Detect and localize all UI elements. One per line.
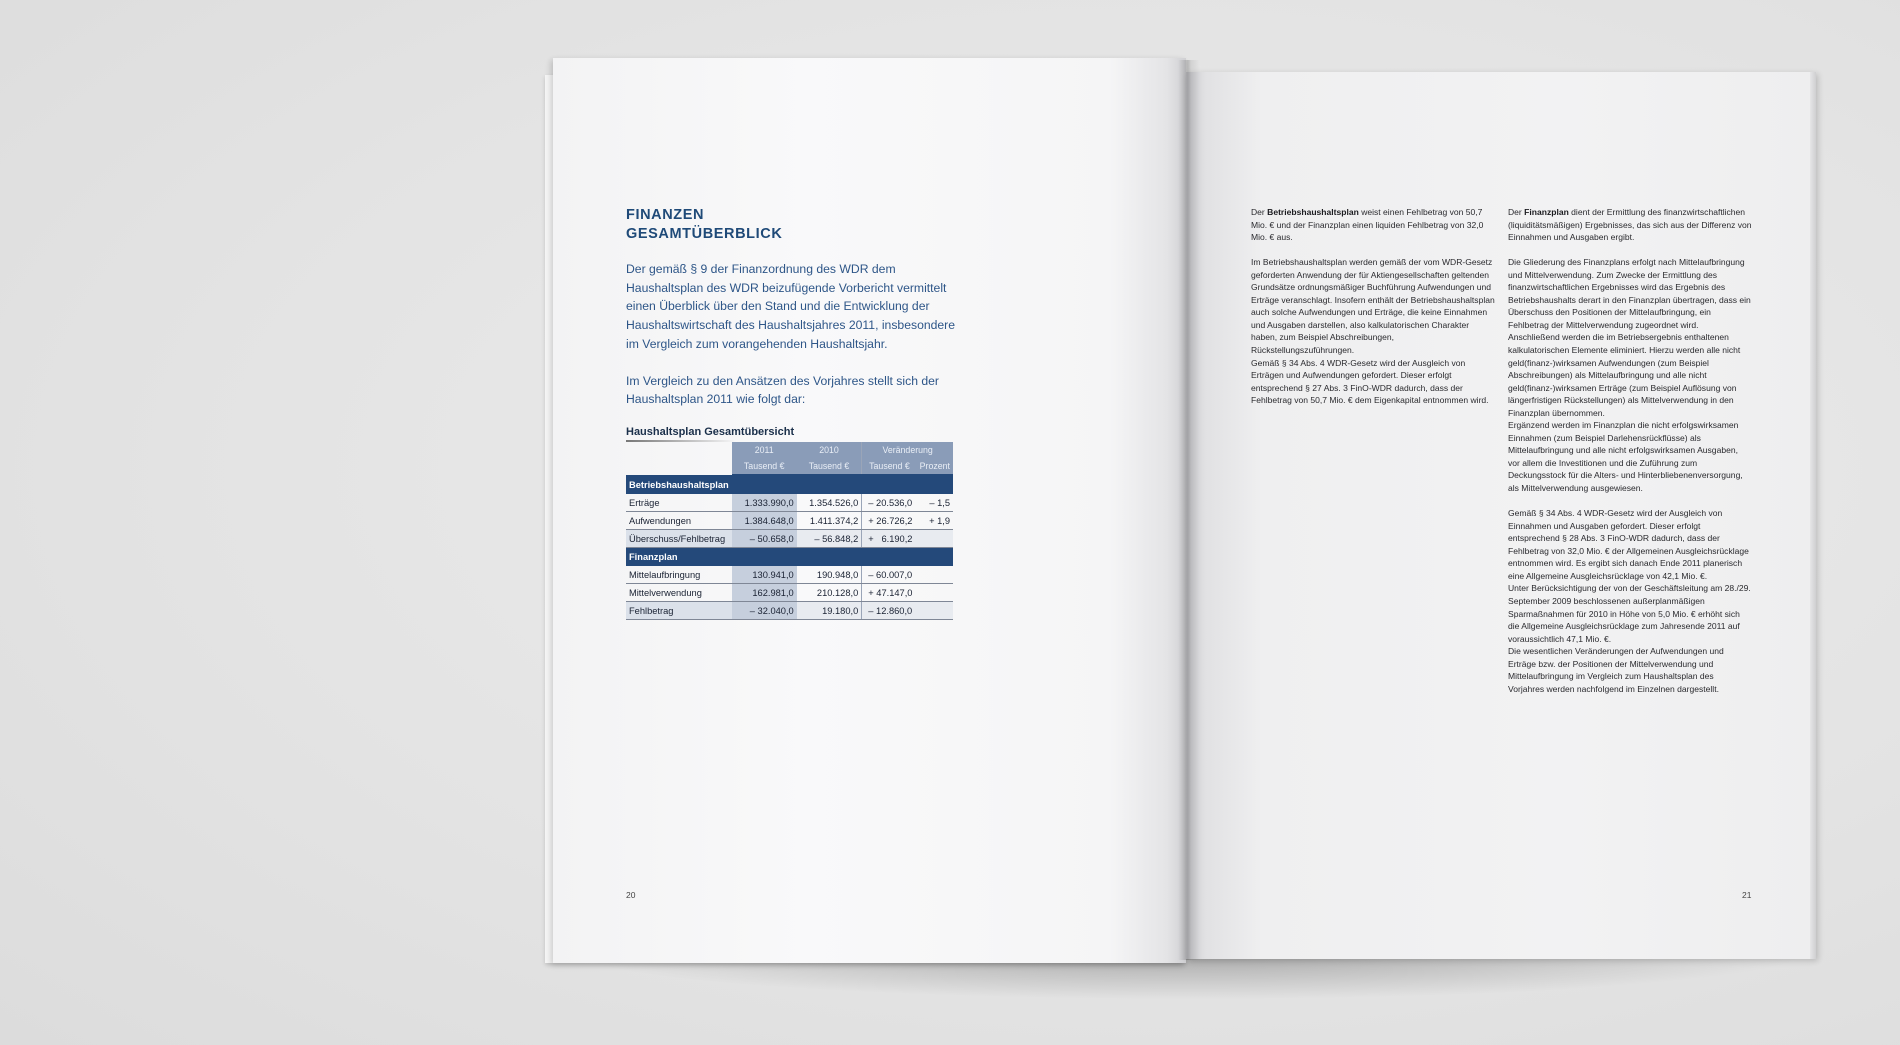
left-page — [553, 58, 1186, 963]
table-row: Erträge 1.333.990,0 1.354.526,0 – 20.536,0 – 1,5 — [626, 494, 953, 512]
header-change: Veränderung — [862, 442, 953, 458]
unit-percent: Prozent — [917, 458, 953, 475]
col1-paragraph-1: Der Betriebshaushaltsplan weist einen Fehlbetrag von 50,7 Mio. € und der Finanzplan einen liquiden Fehlbetrag von 32,0 Mio. € aus. — [1251, 207, 1484, 243]
col1-paragraph-2: Im Betriebshaushaltsplan werden gemäß der vom WDR-Gesetz geforderten Anwendung der für Aktiengesellschaften geltenden Grundsätze ordnungsmäßiger Buchführung Aufwendungen und Erträge veranschlagt. Insofern enthält der Betriebshaushaltsplan auch solche Aufwendungen und Erträge, die keine Einnahmen und Ausgaben darstellen, also kalkulatorischen Charakter haben, zum Beispiel Abschreibungen, Rückstellungszuführungen. — [1251, 257, 1495, 356]
unit-2010: Tausend € — [797, 458, 862, 475]
table-row: Fehlbetrag – 32.040,0 19.180,0 – 12.860,0 — [626, 602, 953, 620]
section-betriebshaushaltsplan: Betriebshaushaltsplan — [626, 475, 953, 494]
heading-gesamtueberblick: GESAMTÜBERBLICK — [626, 226, 783, 242]
term-betriebshaushaltsplan: Betriebshaushaltsplan — [1267, 207, 1359, 217]
page-heading — [626, 206, 782, 244]
section-finanzplan: Finanzplan — [626, 548, 953, 567]
col2-paragraph-5: Unter Berücksichtigung der von der Geschäftsleitung am 28./29. September 2009 beschlossenen außerplanmäßigen Sparmaßnahmen für 2010 in Höhe von 5,0 Mio. € erhöht sich die Allgemeine Ausgleichsrücklage zum Jahresende 2011 auf voraussichtlich 47,1 Mio. €. — [1508, 583, 1751, 644]
col2-paragraph-6: Die wesentlichen Veränderungen der Aufwendungen und Erträge bzw. der Positionen der Mittelverwendung und Mittelaufbringung im Vergleich zum Haushaltsplan des Vorjahres werden nachfolgend im Einzelnen dargestellt. — [1508, 646, 1724, 694]
page-number-left: 20 — [626, 890, 636, 900]
unit-2011: Tausend € — [732, 458, 797, 475]
unit-change: Tausend € — [862, 458, 917, 475]
budget-overview-table — [626, 442, 953, 620]
col2-paragraph-2: Die Gliederung des Finanzplans erfolgt nach Mittelaufbringung und Mittelverwendung. Zum Zwecke der Ermittlung des finanzwirtschaftlichen Ergebnisses wird das Ergebnis des Betriebshaushalts derart in den Finanzplan übertragen, dass ein Überschuss den Positionen der Mittelaufbringung, ein Fehlbetrag der Mittelverwendung zugeordnet wird. Anschließend werden die im Betriebsergebnis enthaltenen kalkulatorischen Elemente eliminiert. Hierzu werden alle nicht geld(finanz-)wirksamen Aufwendungen (zum Beispiel Abschreibungen) als Mittelaufbringung und alle nicht geld(finanz-)wirksamen Erträge (zum Beispiel Auflösung von längerfristigen Rückstellungen) als Mittelverwendung in den Finanzplan übernommen. — [1508, 257, 1751, 418]
book-spine — [1178, 60, 1200, 960]
table-header-units — [626, 458, 953, 475]
table-row: Aufwendungen 1.384.648,0 1.411.374,2 + 26.726,2 + 1,9 — [626, 512, 953, 530]
right-page-edge — [1810, 72, 1816, 959]
right-column-2 — [1508, 206, 1752, 695]
col2-paragraph-3: Ergänzend werden im Finanzplan die nicht erfolgswirksamen Einnahmen (zum Beispiel Darlehensrückflüsse) als Mittelaufbringung und alle nicht erfolgswirksamen Ausgaben, vor allem die Investitionen und die Zuführung zum Deckungsstock für die Alters- und Hinterbliebenenversorgung, als Mittelverwendung ausgewiesen. — [1508, 420, 1743, 494]
intro-paragraph-2: Im Vergleich zu den Ansätzen des Vorjahres stellt sich der Haushaltsplan 2011 wie folgt dar: — [626, 373, 939, 407]
col1-paragraph-3: Gemäß § 34 Abs. 4 WDR-Gesetz wird der Ausgleich von Erträgen und Aufwendungen gefordert. Dieser erfolgt entsprechend § 27 Abs. 3 FinO-WDR dadurch, dass der Fehlbetrag von 50,7 Mio. € dem Eigenkapital entnommen wird. — [1251, 357, 1489, 406]
table-header-years — [626, 442, 953, 458]
col2-paragraph-1: Der Finanzplan dient der Ermittlung des finanzwirtschaftlichen (liquiditätsmäßigen) Ergebnisses, das sich aus der Differenz von Einnahmen und Ausgaben ergibt. — [1508, 207, 1752, 243]
col2-paragraph-4: Gemäß § 34 Abs. 4 WDR-Gesetz wird der Ausgleich von Einnahmen und Ausgaben gefordert. Dieser erfolgt entsprechend § 28 Abs. 3 FinO-WDR dadurch, dass der Fehlbetrag von 32,0 Mio. € der Allgemeinen Ausgleichsrücklage entnommen wird. Es ergibt sich danach Ende 2011 planerisch eine Allgemeine Ausgleichsrücklage von 42,1 Mio. €. — [1508, 508, 1749, 581]
right-column-1 — [1251, 206, 1495, 407]
header-2011: 2011 — [732, 442, 797, 458]
heading-finanzen: FINANZEN — [626, 207, 705, 223]
table-title: Haushaltsplan Gesamtübersicht — [626, 426, 795, 438]
table-row: Mittelverwendung 162.981,0 210.128,0 + 47.147,0 — [626, 584, 953, 602]
intro-text — [626, 260, 966, 427]
right-page — [1186, 72, 1816, 959]
term-finanzplan: Finanzplan — [1524, 207, 1569, 217]
header-2010: 2010 — [797, 442, 862, 458]
table-row: Mittelaufbringung 130.941,0 190.948,0 – 60.007,0 — [626, 566, 953, 584]
page-number-right: 21 — [1742, 890, 1752, 900]
intro-paragraph-1: Der gemäß § 9 der Finanzordnung des WDR dem Haushaltsplan des WDR beizufügende Vorbericht vermittelt einen Überblick über den Stand und die Entwicklung der Haushaltswirtschaft des Haushaltsjahres 2011, insbesondere im Vergleich zum vorangehenden Haushaltsjahr. — [626, 262, 956, 351]
table-row: Überschuss/Fehlbetrag – 50.658,0 – 56.848,2 + 6.190,2 — [626, 530, 953, 548]
